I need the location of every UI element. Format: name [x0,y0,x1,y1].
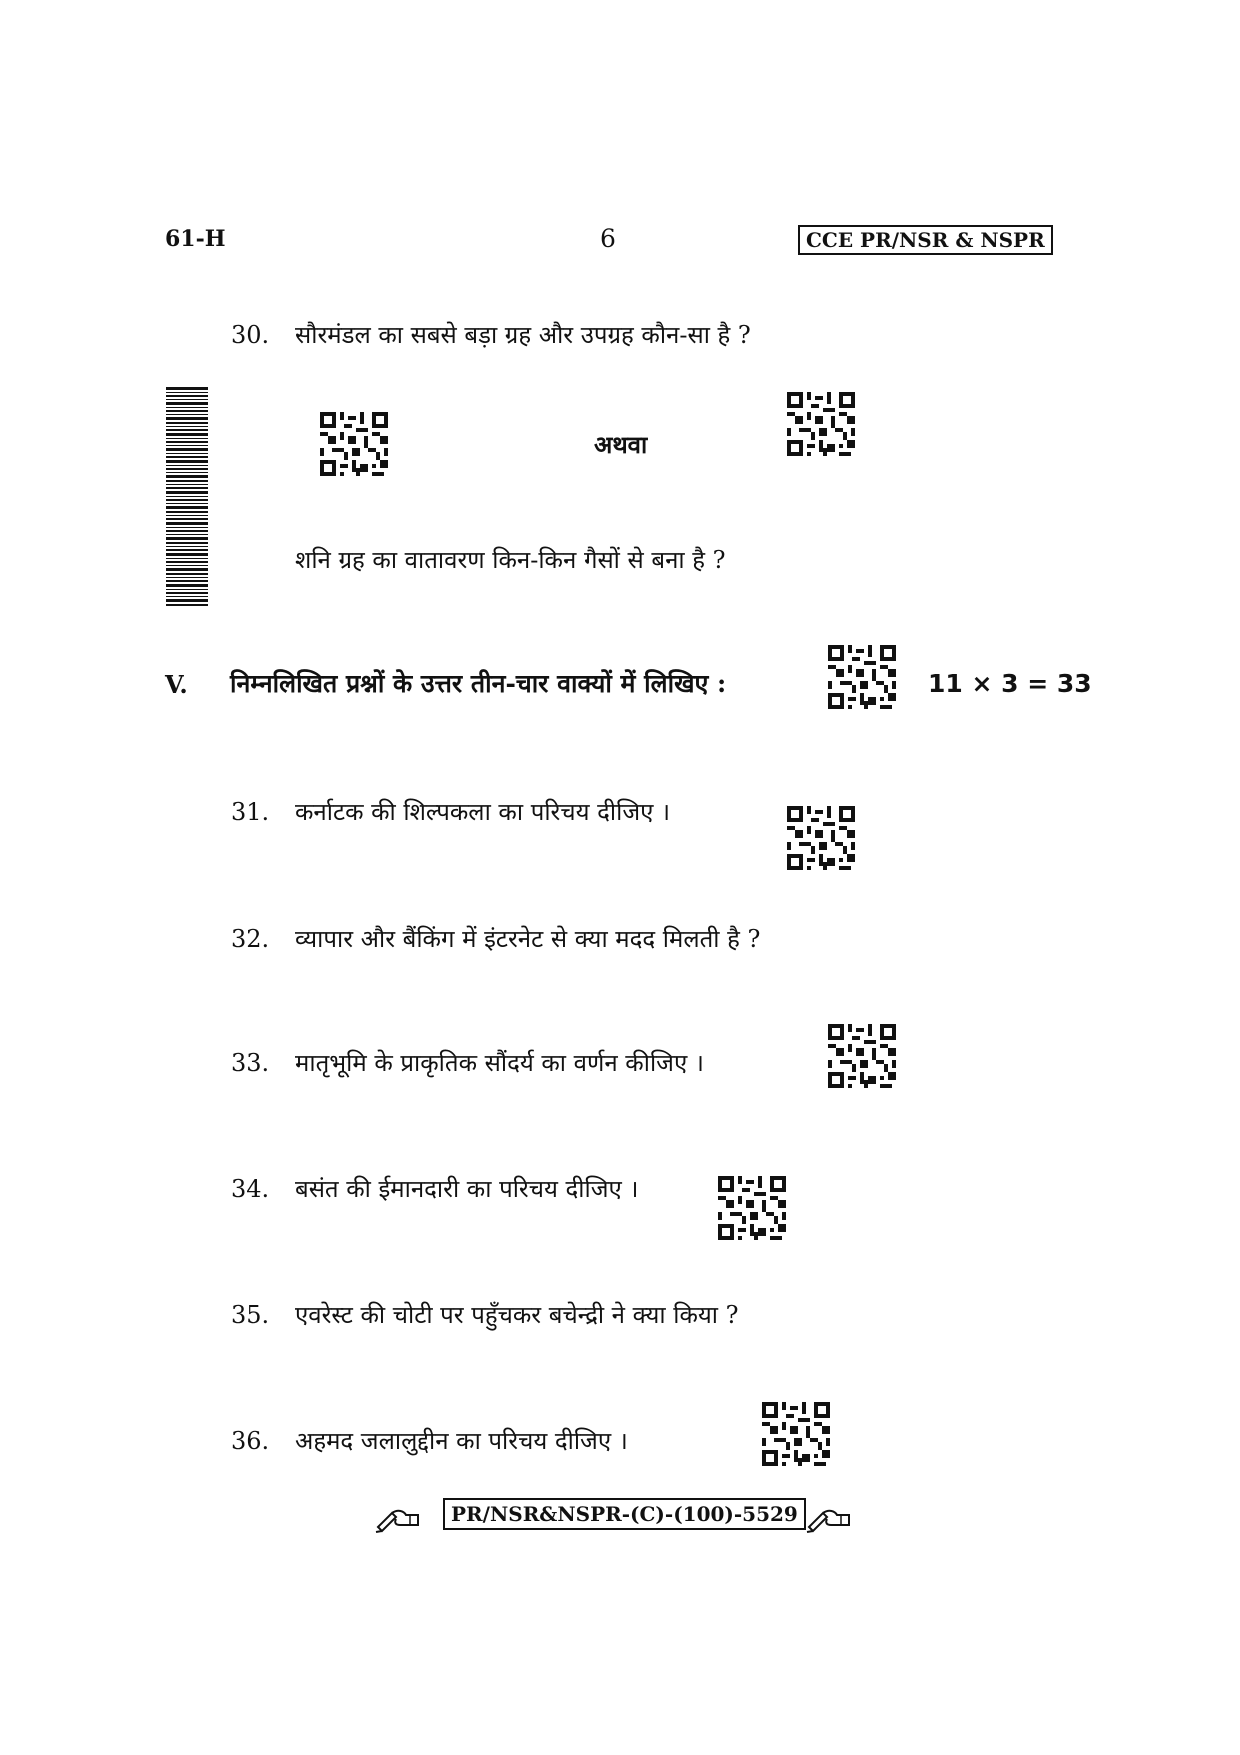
writing-hand-icon [374,1503,424,1533]
section-instruction: निम्नलिखित प्रश्नों के उत्तर तीन-चार वाक्यों में लिखिए : [230,669,727,698]
question-text: कर्नाटक की शिल्पकला का परिचय दीजिए । [295,798,671,826]
question-number: 35. [231,1301,270,1329]
exam-code-box: CCE PR/NSR & NSPR [798,225,1053,255]
question-number: 36. [231,1427,270,1455]
qr-code-icon [828,1024,896,1088]
section-number: V. [165,670,188,699]
question-text: मातृभूमि के प्राकृतिक सौंदर्य का वर्णन कीजिए । [295,1049,704,1077]
question-text: बसंत की ईमानदारी का परिचय दीजिए । [295,1175,639,1203]
qr-code-icon [828,645,896,709]
question-number: 31. [231,798,270,826]
footer-code-box: PR/NSR&NSPR-(C)-(100)-5529 [443,1498,806,1530]
question-text: व्यापार और बैंकिंग में इंटरनेट से क्या मदद मिलती है ? [295,925,761,953]
question-34 [231,1172,639,1205]
paper-code: 61-H [165,226,226,252]
question-35 [231,1298,739,1331]
question-text: एवरेस्ट की चोटी पर पहुँचकर बचेन्द्री ने क्या किया ? [295,1301,739,1329]
page-number: 6 [600,224,616,253]
qr-code-icon [320,412,388,476]
qr-code-icon [718,1176,786,1240]
question-36 [231,1424,628,1457]
question-number: 32. [231,925,270,953]
question-31 [231,795,670,828]
section-marks: 11 × 3 = 33 [928,669,1092,698]
question-text: अहमद जलालुद्दीन का परिचय दीजिए । [295,1427,628,1455]
question-number: 34. [231,1175,270,1203]
question-number: 30. [231,321,270,349]
qr-code-icon [787,806,855,870]
or-label: अथवा [594,430,648,459]
qr-code-icon [762,1402,830,1466]
question-30-alternative: शनि ग्रह का वातावरण किन-किन गैसों से बना है ? [295,546,726,574]
qr-code-icon [787,392,855,456]
barcode-icon [166,385,208,607]
question-number: 33. [231,1049,270,1077]
question-33 [231,1046,704,1079]
question-text: सौरमंडल का सबसे बड़ा ग्रह और उपग्रह कौन-सा है ? [295,321,751,349]
writing-hand-icon [805,1503,855,1533]
question-30 [231,318,751,351]
question-32 [231,922,760,955]
